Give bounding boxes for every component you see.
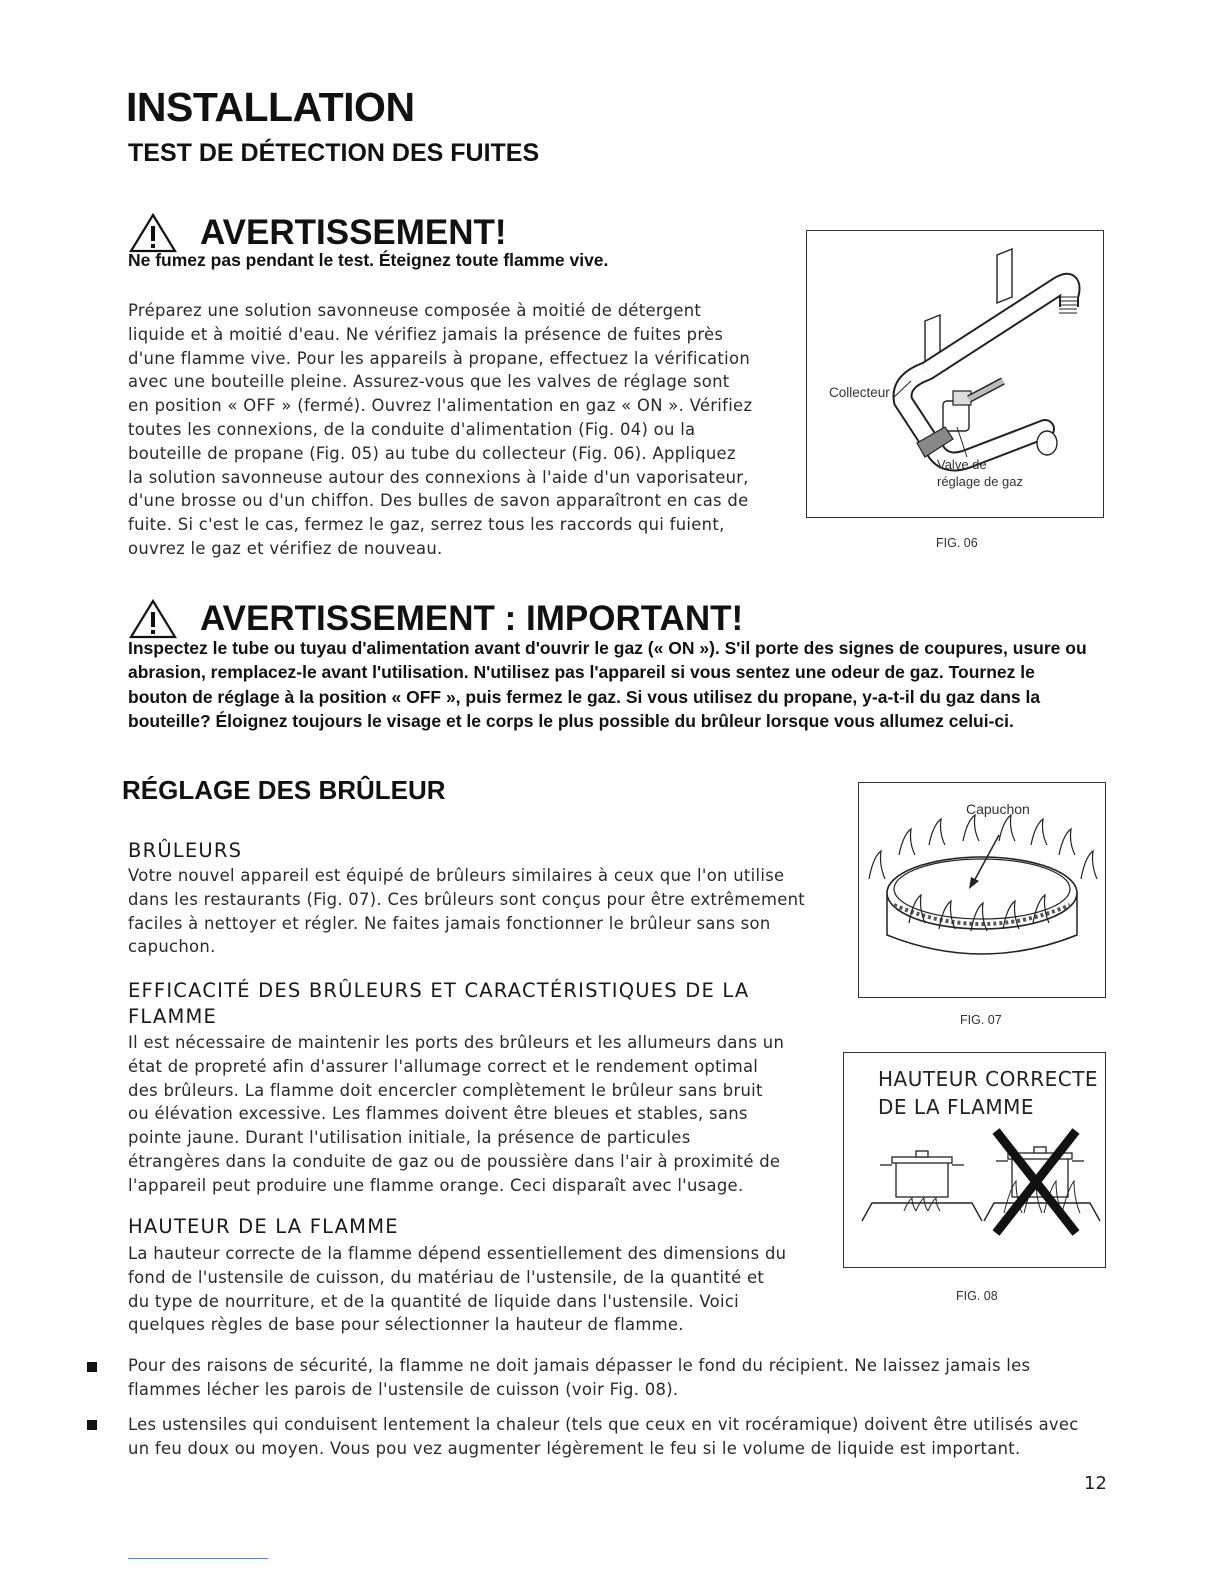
page-number: 12 — [1084, 1473, 1107, 1494]
text-line: Votre nouvel appareil est équipé de brûleurs similaires à ceux que l'on utilise — [128, 866, 785, 885]
label-valve-line2: réglage de gaz — [937, 474, 1024, 489]
text-line: ouvrez le gaz et vérifiez de nouveau. — [128, 538, 443, 558]
text-line: un feu doux ou moyen. Vous pou vez augmenter légèrement le feu si le volume de liquide est important. — [128, 1438, 1021, 1458]
efficiency-paragraph — [128, 1031, 828, 1198]
text-line: Préparez une solution savonneuse composée à moitié de détergent — [128, 301, 702, 320]
flame-height-paragraph — [128, 1242, 828, 1337]
subheading-burners: BRÛLEURS — [128, 839, 243, 862]
text-line: abrasion, remplacez-le avant l'utilisation. N'utilisez pas l'appareil si vous sentez une odeur de gaz. Tournez le — [128, 662, 1035, 683]
text-line: quelques règles de base pour sélectionner la hauteur de flamme. — [128, 1315, 684, 1335]
footer-link-underline — [128, 1558, 268, 1559]
bullet-icon — [87, 1362, 97, 1372]
text-line: fond de l'ustensile de cuisson, du matériau de l'ustensile, de la quantité et — [128, 1267, 765, 1287]
text-line: liquide et à moitié d'eau. Ne vérifiez jamais la présence de fuites près — [128, 324, 724, 344]
text-line: d'une flamme vive. Pour les appareils à propane, effectuez la vérification — [128, 348, 751, 368]
text-line: fuite. Si c'est le cas, fermez le gaz, serrez tous les raccords qui fuient, — [128, 515, 725, 535]
text-line: La hauteur correcte de la flamme dépend essentiellement des dimensions du — [128, 1244, 787, 1263]
label-capuchon: Capuchon — [966, 801, 1030, 817]
page-title: INSTALLATION — [126, 84, 415, 130]
section-title-burner-adjustment: RÉGLAGE DES BRÛLEUR — [122, 775, 446, 805]
text-line: état de propreté afin d'assurer l'allumage correct et le rendement optimal — [128, 1056, 759, 1076]
subheading-efficiency-line2: FLAMME — [128, 1005, 218, 1028]
label-collecteur: Collecteur — [829, 385, 890, 400]
text-line: bouteille? Éloignez toujours le visage et le corps le plus possible du brûleur lorsque vous allumez celui-ci. — [128, 710, 1014, 731]
important-warning-title: AVERTISSEMENT : IMPORTANT! — [200, 599, 744, 638]
figure-08-caption: FIG. 08 — [956, 1289, 998, 1303]
warning-triangle-icon — [128, 212, 178, 254]
figure-08-flame-height — [843, 1052, 1106, 1268]
leak-test-paragraph — [128, 299, 788, 561]
text-line: Inspectez le tube ou tuyau d'alimentation avant d'ouvrir le gaz (« ON »). S'il porte des signes de coupures, usure ou — [128, 638, 1087, 658]
warning-heading — [128, 212, 507, 254]
text-line: dans les restaurants (Fig. 07). Ces brûleurs sont conçus pour être extrêmement — [128, 889, 806, 909]
figure-07-burner — [858, 782, 1106, 998]
warning-triangle-icon — [128, 598, 178, 640]
important-warning-paragraph — [128, 636, 1118, 733]
bullet-item — [128, 1413, 1118, 1461]
text-line: ou élévation excessive. Les flammes doivent être bleues et stables, sans — [128, 1104, 748, 1124]
text-line: la solution savonneuse autour des connexions à l'aide d'un vaporisateur, — [128, 467, 749, 487]
fig08-title-line1: HAUTEUR CORRECTE — [878, 1067, 1099, 1091]
text-line: pointe jaune. Durant l'utilisation initiale, la présence de particules — [128, 1128, 691, 1148]
subheading-efficiency-line1: EFFICACITÉ DES BRÛLEURS ET CARACTÉRISTIQUES DE LA — [128, 979, 750, 1002]
text-line: Il est nécessaire de maintenir les ports des brûleurs et les allumeurs dans un — [128, 1033, 785, 1052]
subheading-flame-height: HAUTEUR DE LA FLAMME — [128, 1215, 399, 1238]
section-title-leak-test: TEST DE DÉTECTION DES FUITES — [128, 139, 540, 167]
bullet-icon — [87, 1420, 97, 1430]
text-line: flammes lécher les parois de l'ustensile de cuisson (voir Fig. 08). — [128, 1379, 679, 1399]
text-line: en position « OFF » (fermé). Ouvrez l'alimentation en gaz « ON ». Vérifiez — [128, 396, 753, 416]
bullet-item — [128, 1354, 1118, 1402]
warning-title: AVERTISSEMENT! — [200, 213, 507, 252]
text-line: toutes les connexions, de la conduite d'alimentation (Fig. 04) ou la — [128, 419, 696, 439]
text-line: Les ustensiles qui conduisent lentement la chaleur (tels que ceux en vit rocéramique) doivent être utilisés avec — [128, 1415, 1079, 1434]
important-warning-heading — [128, 598, 743, 640]
text-line: d'une brosse ou d'un chiffon. Des bulles de savon apparaîtront en cas de — [128, 491, 749, 511]
text-line: bouton de réglage à la position « OFF », puis fermez le gaz. Si vous utilisez du propane, y-a-t-il du gaz dans la — [128, 686, 1041, 707]
text-line: capuchon. — [128, 937, 216, 957]
figure-06-manifold — [806, 230, 1104, 518]
text-line: étrangères dans la conduite de gaz ou de poussière dans l'air à proximité de — [128, 1151, 781, 1171]
text-line: faciles à nettoyer et régler. Ne faites jamais fonctionner le brûleur sans son — [128, 913, 771, 933]
text-line: avec une bouteille pleine. Assurez-vous que les valves de réglage sont — [128, 372, 730, 392]
text-line: du type de nourriture, et de la quantité de liquide dans l'ustensile. Voici — [128, 1291, 739, 1311]
label-valve-line1: Valve de — [937, 457, 987, 472]
figure-07-caption: FIG. 07 — [960, 1013, 1002, 1027]
figure-06-caption: FIG. 06 — [936, 536, 978, 550]
burners-paragraph — [128, 864, 828, 959]
flame-height-illustration — [844, 1053, 1105, 1267]
fig08-title-line2: DE LA FLAMME — [878, 1095, 1034, 1119]
text-line: bouteille de propane (Fig. 05) au tube du collecteur (Fig. 06). Appliquez — [128, 443, 736, 463]
text-line: des brûleurs. La flamme doit encercler complètement le brûleur sans bruit — [128, 1080, 763, 1100]
text-line: l'appareil peut produire une flamme orange. Ceci disparaît avec l'usage. — [128, 1175, 744, 1195]
text-line: Pour des raisons de sécurité, la flamme ne doit jamais dépasser le fond du récipient. Ne laissez jamais les — [128, 1356, 1031, 1375]
warning-subtitle: Ne fumez pas pendant le test. Éteignez toute flamme vive. — [128, 250, 609, 270]
